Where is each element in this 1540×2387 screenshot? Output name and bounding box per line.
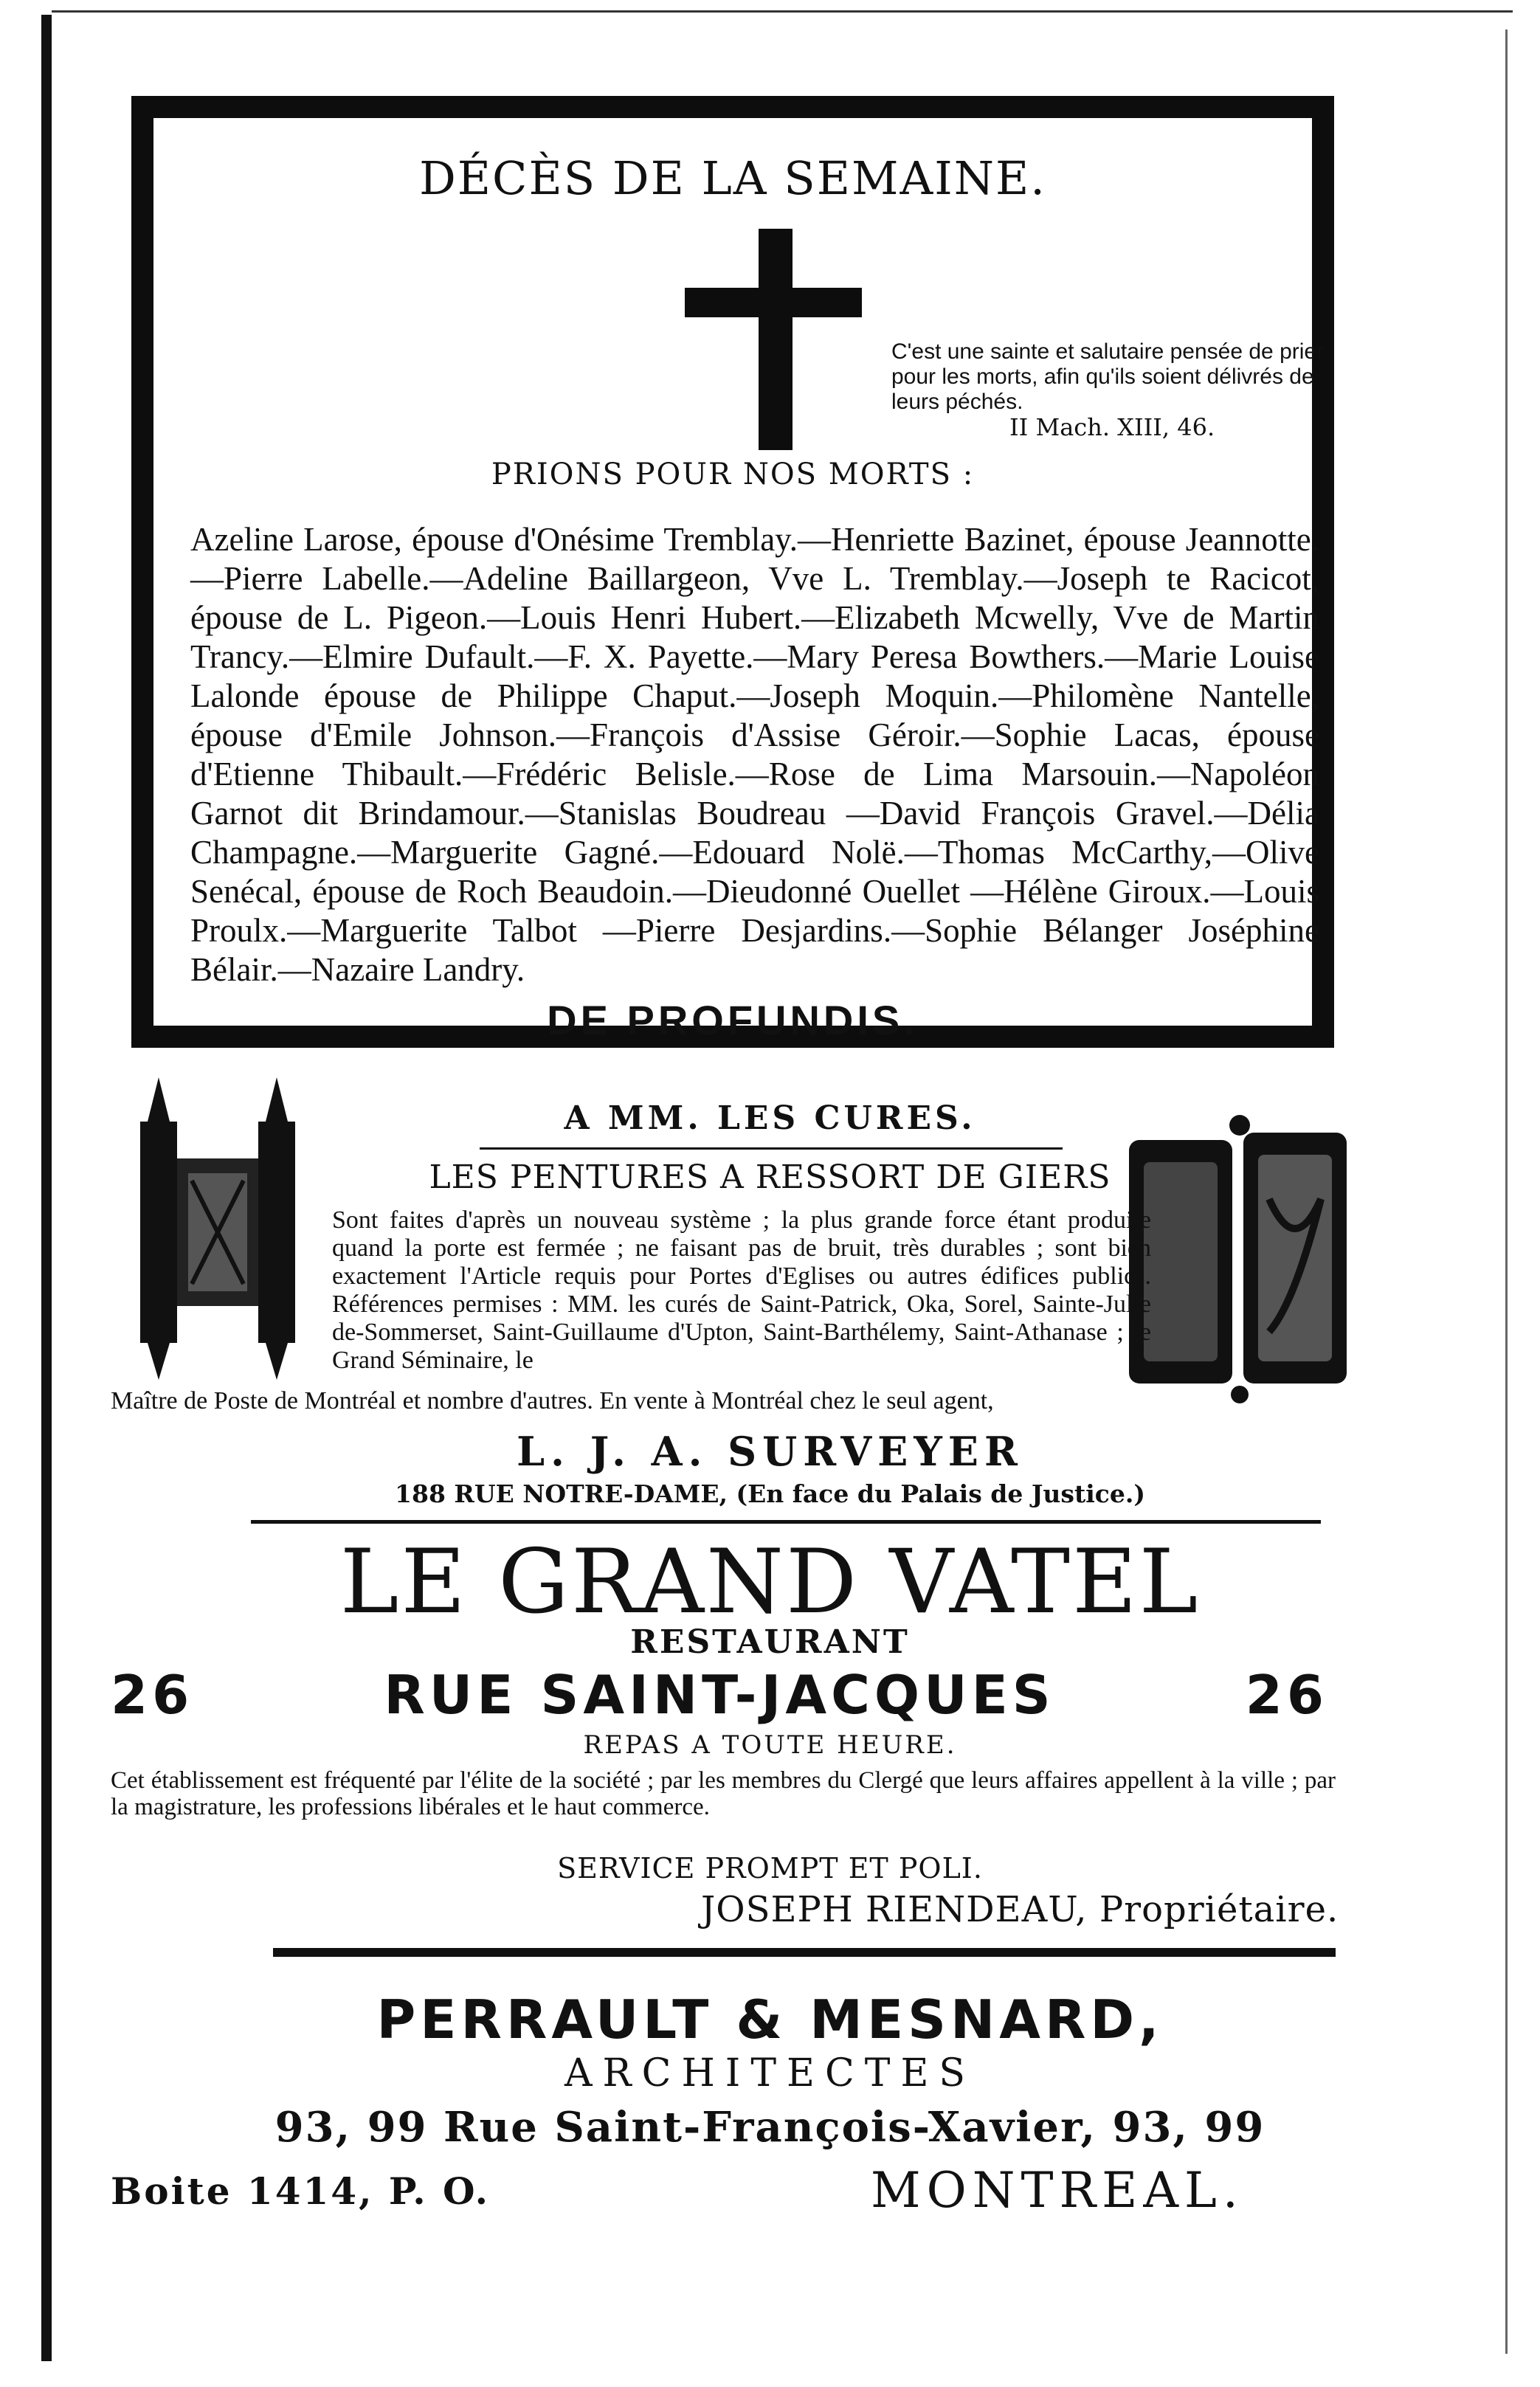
vatel-address-number-left: 26 (111, 1664, 194, 1726)
deces-quote-reference: II Mach. XIII, 46. (1009, 413, 1215, 441)
divider-rule-thick (273, 1948, 1336, 1957)
agent-address: 188 RUE NOTRE-DAME, (En face du Palais de Justice.) (395, 1479, 1145, 1508)
deces-title: DÉCÈS DE LA SEMAINE. (419, 151, 1046, 205)
prions-heading: PRIONS POUR NOS MORTS : (491, 457, 975, 491)
hinges-headline: LES PENTURES A RESSORT DE GIERS (429, 1158, 1111, 1196)
hinges-body-last: Maître de Poste de Montréal et nombre d'autres. En vente à Montréal chez le seul agent, (111, 1387, 994, 1414)
architects-city: MONTREAL. (871, 2162, 1244, 2219)
architects-name: PERRAULT & MESNARD, (376, 1989, 1164, 2051)
vatel-title: LE GRAND VATEL (339, 1531, 1201, 1634)
vatel-address (111, 1664, 1328, 1726)
vatel-address-street: RUE SAINT-JACQUES (384, 1664, 1055, 1726)
divider-rule (251, 1520, 1321, 1524)
architects-address: 93, 99 Rue Saint-François-Xavier, 93, 99 (274, 2103, 1266, 2152)
de-profundis: DE PROFUNDIS. (547, 997, 919, 1043)
hinges-body: Sont faites d'après un nouveau système ; la plus grande force étant produite quand la porte est fermée ; ne faisant pas de bruit, très durables ; sont bien exactement l'Article requis pour Portes d'Eglises ou autres édifices publics. Références permises : MM. les curés de Saint-Patrick, Oka, Sorel, Sainte-Julie de-Sommerset, Saint-Guillaume d'Upton, Saint-Barthélemy, Saint-Athanase ; le Grand Séminaire, le (332, 1206, 1151, 1374)
cross-icon (685, 229, 862, 450)
cures-heading: A MM. LES CURES. (564, 1099, 976, 1137)
architects-po-box: Boite 1414, P. O. (111, 2169, 491, 2213)
deceased-names: Azeline Larose, épouse d'Onésime Tremblay.—Henriette Bazinet, épouse Jeannotte.—Pierre Labelle.—Adeline Baillargeon, Vve L. Tremblay.—Joseph te Racicot, épouse de L. Pigeon.—Louis Henri Hubert.—Elizabeth Mcwelly, Vve de Martin Trancy.—Elmire Dufault.—F. X. Payette.—Mary Peresa Bowthers.—Marie Louise Lalonde épouse de Philippe Chaput.—Joseph Moquin.—Philomène Nantelle, épouse d'Emile Johnson.—François d'Assise Géroir.—Sophie Lacas, épouse d'Etienne Thibault.—Frédéric Belisle.—Rose de Lima Marsouin.—Napoléon Garnot dit Brindamour.—Stanislas Boudreau —David François Gravel.—Délia Champagne.—Marguerite Gagné.—Edouard Nolë.—Thomas McCarthy,—Olive Senécal, épouse de Roch Beaudoin.—Dieudonné Ouellet —Hélène Giroux.—Louis Proulx.—Marguerite Talbot —Pierre Desjardins.—Sophie Bélanger Joséphine Bélair.—Nazaire Landry. (190, 521, 1319, 988)
deces-quote: C'est une sainte et salutaire pensée de prier pour les morts, afin qu'ils soient délivrés de leurs péchés. (891, 339, 1325, 414)
vatel-address-number-right: 26 (1245, 1664, 1328, 1726)
vatel-owner: JOSEPH RIENDEAU, Propriétaire. (701, 1889, 1339, 1930)
agent-name: L. J. A. SURVEYER (517, 1428, 1023, 1475)
hinge-illustration-right (1122, 1110, 1358, 1406)
architects-role: ARCHITECTES (564, 2051, 976, 2096)
deces-notice (131, 96, 1334, 1048)
cures-underline (480, 1147, 1063, 1150)
vatel-hours: REPAS A TOUTE HEURE. (583, 1730, 957, 1760)
top-rule (52, 10, 1513, 13)
vatel-subtitle: RESTAURANT (630, 1623, 910, 1661)
vatel-body: Cet établissement est fréquenté par l'élite de la société ; par les membres du Clergé que leurs affaires appellent à la ville ; par la magistrature, les professions libérales et le haut commerce. (111, 1767, 1336, 1820)
vatel-service: SERVICE PROMPT ET POLI. (557, 1852, 983, 1885)
